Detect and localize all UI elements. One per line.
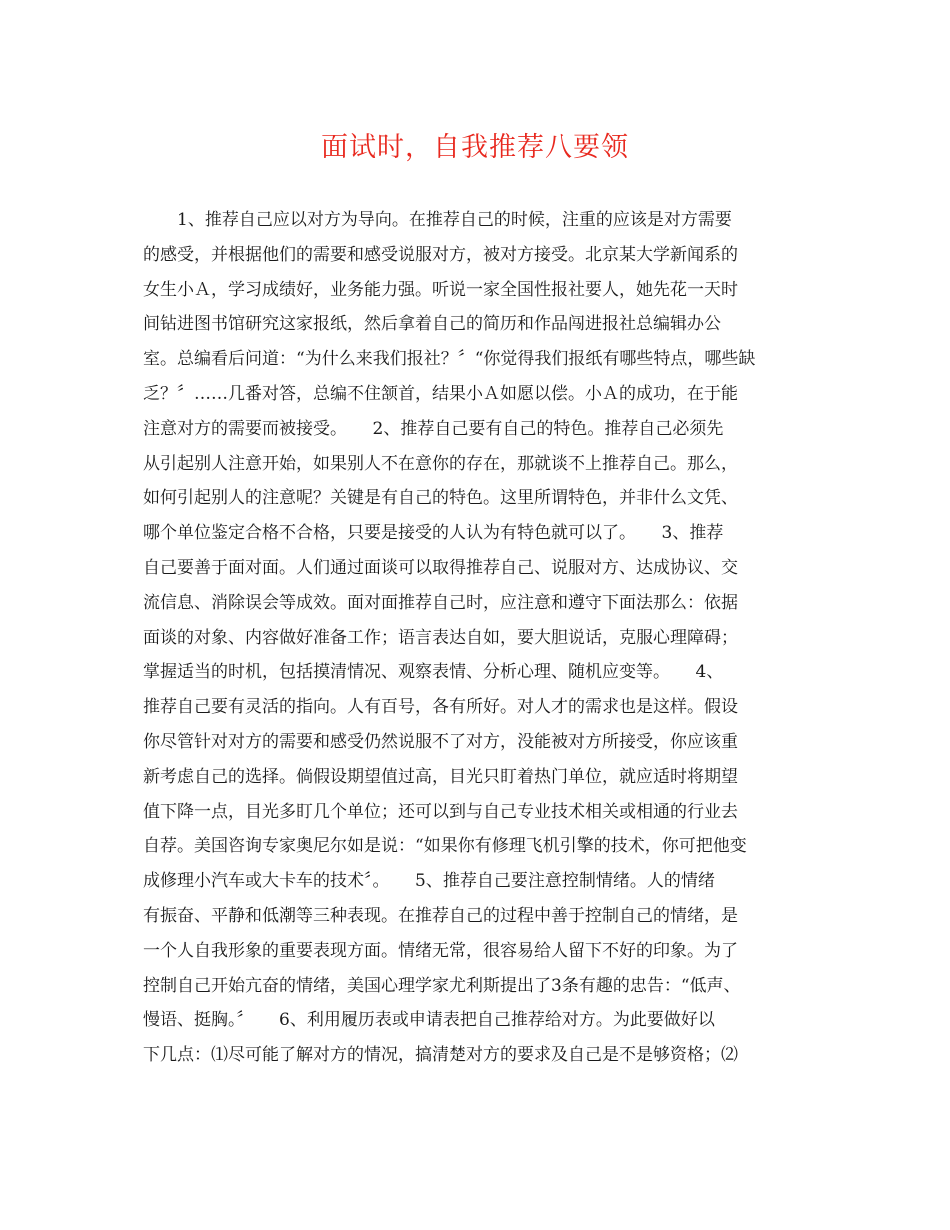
body-line: 哪个单位鉴定合格不合格，只要是接受的人认为有特色就可以了。 3、推荐: [143, 523, 724, 544]
body-line: 慢语、挺胸。〞 6、利用履历表或申请表把自己推荐给对方。为此要做好以: [143, 1010, 715, 1031]
body-line: 新考虑自己的选择。倘假设期望值过高，目光只盯着热门单位，就应适时将期望: [143, 766, 738, 787]
body-line: 间钻进图书馆研究这家报纸，然后拿着自己的简历和作品闯进报社总编辑办公: [143, 314, 721, 335]
document-title: 面试时，自我推荐八要领: [321, 132, 629, 163]
document-body: [143, 203, 811, 1073]
body-line: 的感受，并根据他们的需要和感受说服对方，被对方接受。北京某大学新闻系的: [143, 244, 738, 265]
body-line: 注意对方的需要而被接受。 2、推荐自己要有自己的特色。推荐自己必须先: [143, 418, 724, 439]
body-line: 流信息、消除误会等成效。面对面推荐自己时，应注意和遵守下面法那么：依据: [143, 592, 738, 613]
body-line: 室。总编看后问道：“为什么来我们报社？〞“你觉得我们报纸有哪些特点，哪些缺: [143, 349, 756, 370]
body-line: 女生小Ａ，学习成绩好，业务能力强。听说一家全国性报社要人，她先花一天时: [143, 279, 738, 300]
body-line: 1、推荐自己应以对方为导向。在推荐自己的时候，注重的应该是对方需要: [177, 210, 732, 230]
body-line: 有振奋、平静和低潮等三种表现。在推荐自己的过程中善于控制自己的情绪，是: [143, 905, 738, 926]
body-line: 乏？〞……几番对答，总编不住颔首，结果小Ａ如愿以偿。小Ａ的成功，在于能: [143, 383, 738, 404]
body-line: 值下降一点，目光多盯几个单位；还可以到与自己专业技术相关或相通的行业去: [143, 801, 738, 822]
body-line: 控制自己开始亢奋的情绪，美国心理学家尤利斯提出了3条有趣的忠告：“低声、: [143, 975, 741, 996]
body-line: 掌握适当的时机，包括摸清情况、观察表情、分析心理、随机应变等。 4、: [143, 662, 724, 683]
body-line: 面谈的对象、内容做好准备工作；语言表达自如，要大胆说话，克服心理障碍；: [143, 627, 738, 648]
body-line: 自荐。美国咨询专家奥尼尔如是说：“如果你有修理飞机引擎的技术，你可把他变: [143, 836, 747, 857]
body-line: 下几点：⑴尽可能了解对方的情况，搞清楚对方的要求及自己是不是够资格；⑵: [143, 1045, 738, 1066]
body-line: 如何引起别人的注意呢？关键是有自己的特色。这里所谓特色，并非什么文凭、: [143, 488, 738, 509]
body-line: 自己要善于面对面。人们通过面谈可以取得推荐自己、说服对方、达成协议、交: [143, 557, 738, 578]
body-line: 你尽管针对对方的需要和感受仍然说服不了对方，没能被对方所接受，你应该重: [143, 731, 738, 752]
body-line: 推荐自己要有灵活的指向。人有百号，各有所好。对人才的需求也是这样。假设: [143, 697, 738, 718]
body-line: 成修理小汽车或大卡车的技术〞。 5、推荐自己要注意控制情绪。人的情绪: [143, 871, 715, 892]
body-line: 从引起别人注意开始，如果别人不在意你的存在，那就谈不上推荐自己。那么，: [143, 453, 738, 474]
body-line: 一个人自我形象的重要表现方面。情绪无常，很容易给人留下不好的印象。为了: [143, 940, 738, 961]
